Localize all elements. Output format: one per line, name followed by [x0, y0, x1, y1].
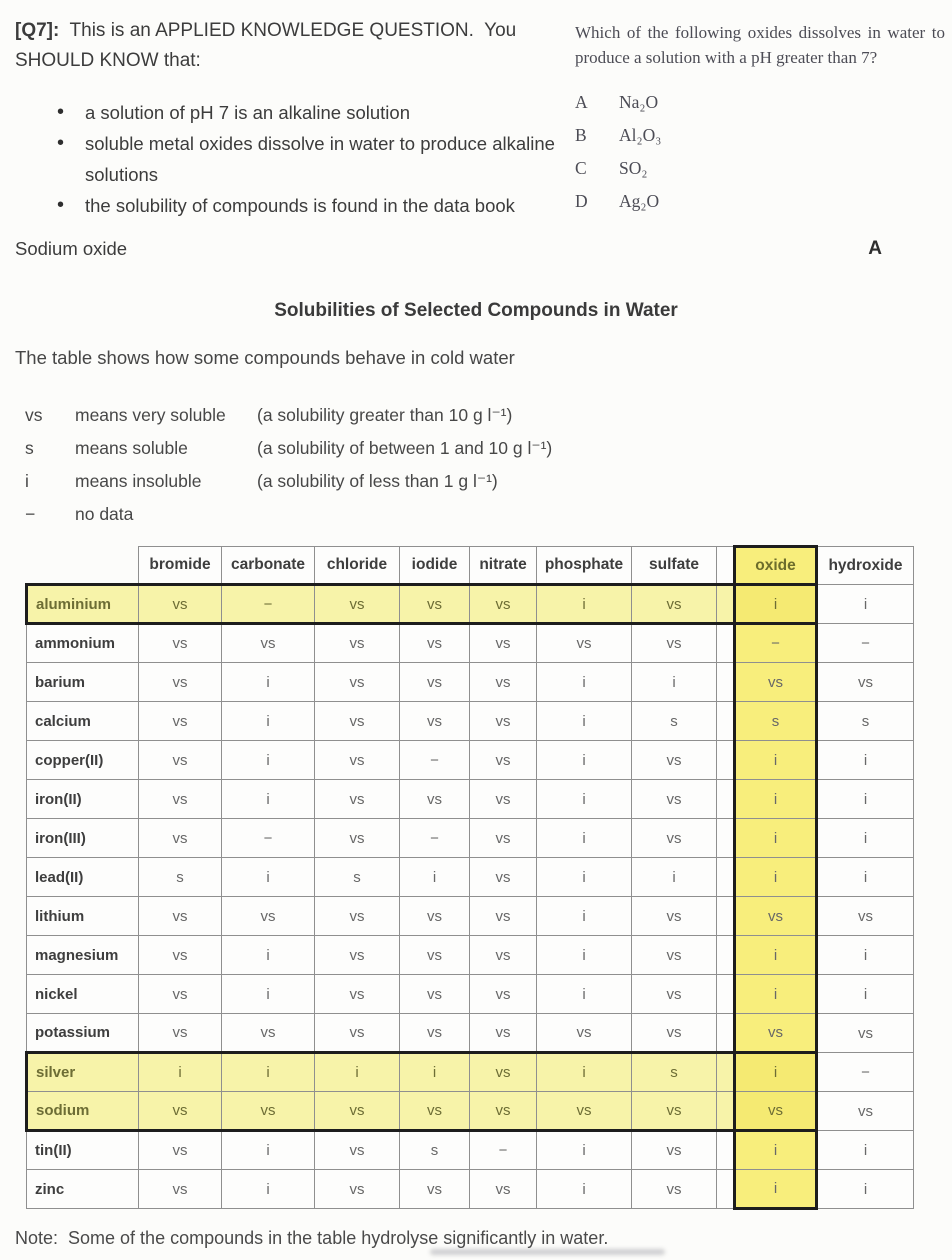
bullet-item: • the solubility of compounds is found in the data book — [15, 190, 575, 221]
table-row — [27, 975, 914, 1014]
cell-value: i — [222, 858, 315, 897]
cell-value: vs — [400, 897, 470, 936]
table-row — [27, 663, 914, 702]
cell-value: − — [400, 741, 470, 780]
cell-value-oxide: − — [735, 624, 817, 663]
solubility-legend — [25, 399, 552, 531]
cell-value: vs — [139, 702, 222, 741]
cell-value: i — [817, 1170, 914, 1209]
legend-meaning: no data — [75, 504, 134, 524]
cell-value: i — [537, 585, 632, 624]
gap-cell — [717, 741, 735, 780]
cell-value: vs — [632, 780, 717, 819]
row-label: copper(II) — [27, 741, 139, 780]
cell-value: vs — [632, 897, 717, 936]
cell-value-oxide: vs — [735, 1092, 817, 1131]
cell-value: i — [537, 741, 632, 780]
cell-value: vs — [315, 741, 400, 780]
exam-options — [575, 86, 945, 218]
bullet-item: • a solution of pH 7 is an alkaline solution — [15, 97, 575, 128]
cell-value: i — [222, 663, 315, 702]
cell-value: vs — [632, 741, 717, 780]
row-label: calcium — [27, 702, 139, 741]
cell-value: vs — [470, 780, 537, 819]
cell-value: i — [632, 858, 717, 897]
cell-value: s — [400, 1131, 470, 1170]
cell-value: vs — [139, 975, 222, 1014]
cell-value: vs — [315, 897, 400, 936]
row-label: potassium — [27, 1014, 139, 1053]
table-row — [27, 1170, 914, 1209]
row-label: nickel — [27, 975, 139, 1014]
option-formula: Na₂O — [619, 92, 659, 112]
cell-value-oxide: i — [735, 1131, 817, 1170]
cell-value: vs — [400, 702, 470, 741]
cell-value: vs — [315, 1131, 400, 1170]
cell-value-oxide: i — [735, 819, 817, 858]
table-header-row — [27, 547, 914, 585]
legend-row — [25, 399, 552, 432]
cell-value: vs — [222, 1092, 315, 1131]
cell-value: vs — [817, 897, 914, 936]
table-row — [27, 1014, 914, 1053]
cell-value: vs — [470, 1014, 537, 1053]
cell-value: vs — [817, 663, 914, 702]
gap-cell — [717, 1170, 735, 1209]
cell-value: vs — [470, 741, 537, 780]
cell-value: i — [817, 741, 914, 780]
table-row — [27, 624, 914, 663]
cell-value-oxide: i — [735, 1053, 817, 1092]
gap-cell — [717, 819, 735, 858]
cell-value: i — [222, 1170, 315, 1209]
cell-value: vs — [222, 624, 315, 663]
cell-value: vs — [470, 663, 537, 702]
option-formula: SO₂ — [619, 158, 648, 178]
cell-value: vs — [139, 663, 222, 702]
cell-value: vs — [470, 897, 537, 936]
gap-cell — [717, 858, 735, 897]
legend-meaning: means insoluble — [75, 471, 202, 491]
cell-value: vs — [139, 780, 222, 819]
table-row — [27, 585, 914, 624]
column-header: nitrate — [470, 547, 537, 585]
cell-value: vs — [139, 585, 222, 624]
q7-block — [15, 16, 571, 221]
option-letter: A — [575, 92, 588, 112]
legend-detail — [257, 498, 552, 531]
cell-value: i — [817, 936, 914, 975]
cell-value: s — [139, 858, 222, 897]
cell-value: vs — [632, 819, 717, 858]
option-d — [575, 185, 945, 218]
cell-value: i — [222, 1131, 315, 1170]
cell-value: vs — [315, 936, 400, 975]
cell-value: − — [817, 624, 914, 663]
cell-value-oxide: i — [735, 1170, 817, 1209]
table-row — [27, 1092, 914, 1131]
cell-value: i — [400, 1053, 470, 1092]
corner-cell — [27, 547, 139, 585]
column-header: hydroxide — [817, 547, 914, 585]
gap-cell — [717, 585, 735, 624]
cell-value: vs — [632, 1014, 717, 1053]
gap-cell — [717, 1092, 735, 1131]
cell-value: i — [222, 702, 315, 741]
cell-value: vs — [537, 1092, 632, 1131]
cell-value: vs — [470, 585, 537, 624]
cell-value: i — [817, 858, 914, 897]
cell-value: vs — [139, 624, 222, 663]
gap-cell — [717, 897, 735, 936]
column-header: carbonate — [222, 547, 315, 585]
cell-value: vs — [139, 741, 222, 780]
cell-value: vs — [139, 936, 222, 975]
cell-value: vs — [315, 975, 400, 1014]
legend-detail: (a solubility greater than 10 g l⁻¹) — [257, 405, 513, 425]
cell-value: vs — [632, 975, 717, 1014]
cell-value: i — [222, 741, 315, 780]
legend-row — [25, 432, 552, 465]
q7-intro-line2: SHOULD KNOW that: — [15, 50, 201, 71]
legend-symbol: vs — [25, 405, 43, 425]
row-label: aluminium — [27, 585, 139, 624]
cell-value: s — [632, 702, 717, 741]
cell-value: vs — [537, 624, 632, 663]
column-header: sulfate — [632, 547, 717, 585]
option-a — [575, 86, 945, 119]
table-row — [27, 741, 914, 780]
cell-value: i — [537, 819, 632, 858]
cell-value: − — [817, 1053, 914, 1092]
cell-value: vs — [817, 1092, 914, 1131]
column-header: chloride — [315, 547, 400, 585]
q7-intro-text: This is an APPLIED KNOWLEDGE QUESTION. You — [59, 20, 517, 41]
cell-value: vs — [470, 975, 537, 1014]
cell-value: − — [222, 585, 315, 624]
table-row — [27, 936, 914, 975]
legend-detail: (a solubility of between 1 and 10 g l⁻¹) — [257, 438, 553, 458]
cell-value: vs — [139, 819, 222, 858]
answer-compound: Sodium oxide — [15, 238, 128, 259]
option-letter: B — [575, 125, 587, 145]
gap-cell — [717, 663, 735, 702]
row-label: lithium — [27, 897, 139, 936]
cell-value: vs — [470, 1170, 537, 1209]
cell-value: vs — [139, 1092, 222, 1131]
gap-cell — [717, 1014, 735, 1053]
cell-value: i — [537, 936, 632, 975]
cell-value: i — [537, 975, 632, 1014]
cell-value: i — [537, 1170, 632, 1209]
legend-meaning: means soluble — [75, 438, 188, 458]
row-label: tin(II) — [27, 1131, 139, 1170]
table-row — [27, 1053, 914, 1092]
cell-value: vs — [817, 1014, 914, 1053]
cell-value: s — [817, 702, 914, 741]
cell-value-oxide: vs — [735, 663, 817, 702]
column-header-oxide: oxide — [735, 547, 817, 585]
q7-intro-line1 — [15, 16, 571, 46]
legend-row — [25, 465, 552, 498]
cell-value-oxide: i — [735, 741, 817, 780]
table-note: Note: Some of the compounds in the table hydrolyse significantly in water. — [15, 1228, 609, 1248]
cell-value: i — [222, 975, 315, 1014]
gap-cell — [717, 624, 735, 663]
cell-value: i — [632, 663, 717, 702]
row-label: silver — [27, 1053, 139, 1092]
answer-letter: A — [868, 238, 882, 259]
legend-meaning: means very soluble — [75, 405, 226, 425]
cell-value: vs — [315, 663, 400, 702]
column-header: bromide — [139, 547, 222, 585]
row-label: ammonium — [27, 624, 139, 663]
gap-cell — [717, 702, 735, 741]
q7-label: [Q7]: — [15, 20, 60, 41]
exam-question-text: Which of the following oxides dissolves in water to produce a solution with a pH greater than 7? — [575, 23, 945, 67]
cell-value: vs — [470, 1092, 537, 1131]
cell-value: − — [222, 819, 315, 858]
cell-value: i — [222, 780, 315, 819]
cell-value: i — [139, 1053, 222, 1092]
legend-symbol: i — [25, 471, 29, 491]
option-formula: Ag₂O — [619, 191, 660, 211]
row-label: magnesium — [27, 936, 139, 975]
gap-cell — [717, 936, 735, 975]
cell-value: vs — [470, 936, 537, 975]
row-label: zinc — [27, 1170, 139, 1209]
row-label: lead(II) — [27, 858, 139, 897]
q7-bullet-list — [15, 97, 571, 221]
gap-cell — [717, 1053, 735, 1092]
legend-detail: (a solubility of less than 1 g l⁻¹) — [257, 471, 498, 491]
cell-value: i — [315, 1053, 400, 1092]
gap-cell — [717, 975, 735, 1014]
answer-line — [15, 238, 952, 260]
legend-symbol: s — [25, 438, 34, 458]
row-label: iron(II) — [27, 780, 139, 819]
cell-value: i — [537, 858, 632, 897]
cell-value: i — [537, 1131, 632, 1170]
cell-value-oxide: i — [735, 585, 817, 624]
cell-value: vs — [315, 780, 400, 819]
cell-value: i — [537, 897, 632, 936]
cell-value: vs — [315, 1170, 400, 1209]
cell-value: vs — [632, 936, 717, 975]
cell-value: vs — [632, 1131, 717, 1170]
cell-value-oxide: i — [735, 858, 817, 897]
scan-artifact — [430, 1249, 665, 1255]
cell-value-oxide: i — [735, 975, 817, 1014]
column-header: iodide — [400, 547, 470, 585]
option-formula: Al₂O₃ — [619, 125, 662, 145]
cell-value: vs — [632, 624, 717, 663]
option-b — [575, 119, 945, 152]
cell-value: vs — [400, 936, 470, 975]
cell-value: i — [817, 819, 914, 858]
cell-value-oxide: s — [735, 702, 817, 741]
cell-value: vs — [222, 1014, 315, 1053]
cell-value: vs — [315, 702, 400, 741]
cell-value: vs — [139, 897, 222, 936]
cell-value: vs — [537, 1014, 632, 1053]
bullet-item: • soluble metal oxides dissolve in water to produce alkaline solutions — [15, 128, 575, 190]
row-label: iron(III) — [27, 819, 139, 858]
legend-symbol: − — [25, 504, 36, 524]
table-row — [27, 819, 914, 858]
table-row — [27, 780, 914, 819]
cell-value: vs — [315, 585, 400, 624]
table-row — [27, 897, 914, 936]
cell-value: vs — [632, 585, 717, 624]
cell-value: i — [817, 975, 914, 1014]
cell-value: vs — [470, 858, 537, 897]
cell-value: vs — [400, 1092, 470, 1131]
table-row — [27, 1131, 914, 1170]
option-c — [575, 152, 945, 185]
cell-value: vs — [400, 780, 470, 819]
cell-value: i — [537, 1053, 632, 1092]
cell-value: i — [817, 1131, 914, 1170]
cell-value: s — [632, 1053, 717, 1092]
cell-value: vs — [470, 702, 537, 741]
cell-value: vs — [222, 897, 315, 936]
cell-value: vs — [139, 1170, 222, 1209]
column-header: phosphate — [537, 547, 632, 585]
cell-value: vs — [400, 975, 470, 1014]
option-letter: C — [575, 158, 587, 178]
cell-value: vs — [470, 819, 537, 858]
cell-value: vs — [632, 1092, 717, 1131]
cell-value: vs — [315, 624, 400, 663]
cell-value: vs — [139, 1014, 222, 1053]
cell-value: vs — [315, 1014, 400, 1053]
cell-value: vs — [470, 624, 537, 663]
legend-row — [25, 498, 552, 531]
cell-value: − — [470, 1131, 537, 1170]
cell-value: vs — [470, 1053, 537, 1092]
cell-value-oxide: vs — [735, 1014, 817, 1053]
cell-value: vs — [315, 1092, 400, 1131]
cell-value: i — [537, 702, 632, 741]
cell-value: vs — [139, 1131, 222, 1170]
row-label: sodium — [27, 1092, 139, 1131]
table-row — [27, 858, 914, 897]
gap-header-cell — [717, 547, 735, 585]
row-label: barium — [27, 663, 139, 702]
cell-value-oxide: i — [735, 936, 817, 975]
table-title: Solubilities of Selected Compounds in Water — [274, 300, 678, 321]
cell-value: i — [537, 780, 632, 819]
cell-value: vs — [400, 585, 470, 624]
solubility-table — [25, 545, 914, 1210]
exam-question-block — [575, 20, 945, 218]
cell-value: vs — [400, 1014, 470, 1053]
table-intro: The table shows how some compounds behave in cold water — [15, 347, 515, 368]
cell-value: s — [315, 858, 400, 897]
gap-cell — [717, 780, 735, 819]
gap-cell — [717, 1131, 735, 1170]
cell-value: − — [400, 819, 470, 858]
cell-value: i — [817, 780, 914, 819]
cell-value: i — [222, 1053, 315, 1092]
cell-value: vs — [632, 1170, 717, 1209]
cell-value: i — [537, 663, 632, 702]
cell-value: vs — [400, 1170, 470, 1209]
cell-value: i — [222, 936, 315, 975]
option-letter: D — [575, 191, 588, 211]
cell-value: vs — [400, 663, 470, 702]
cell-value: i — [817, 585, 914, 624]
cell-value-oxide: vs — [735, 897, 817, 936]
cell-value: vs — [315, 819, 400, 858]
table-row — [27, 702, 914, 741]
cell-value: vs — [400, 624, 470, 663]
cell-value: i — [400, 858, 470, 897]
cell-value-oxide: i — [735, 780, 817, 819]
